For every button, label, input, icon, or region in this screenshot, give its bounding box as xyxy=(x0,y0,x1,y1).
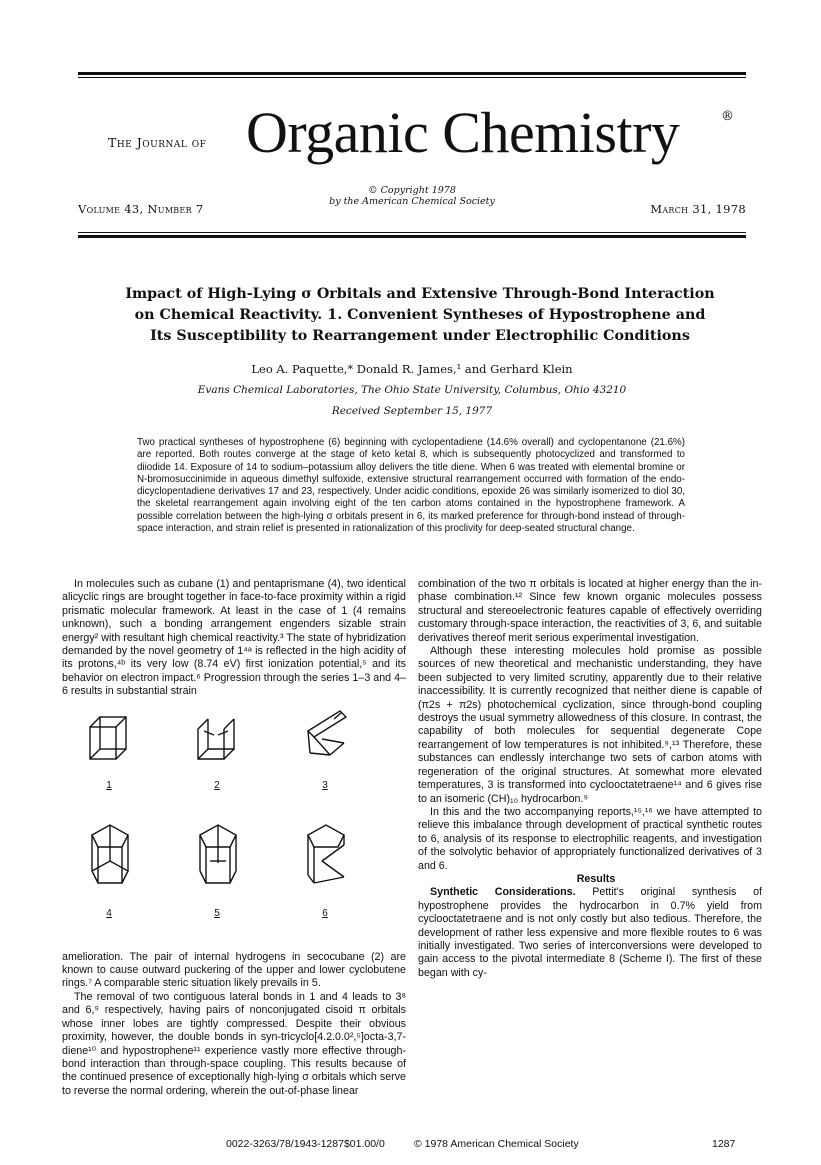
structure-figure xyxy=(62,703,406,949)
issue-date: March 31, 1978 xyxy=(650,202,746,216)
journal-name: Organic Chemistry xyxy=(246,100,680,165)
structure-syn-tricyclooctadiene xyxy=(300,703,352,763)
paragraph: Although these interesting molecules hold promise as possible sources of new theoretical and mechanistic understanding, they have been subjected to very limited scrutiny, apparently due to their relative inaccessibility. It is currently recognized that neither diene is capable of (π2s + π2s) photochemical cyclization, since through-bond coupling destroys the usual symmetry allowedness of this closure. In contrast, the capability of both molecules for sequential degenerate Cope rearrangement of low temperatures is not inhibited.⁹,¹³ Therefore, these substances can endlessly interchange two sets of carbon atoms with regeneration of the original structures. At somewhat more elevated temperatures, 3 is transformed into cyclooctatetraene¹⁴ and 6 gives rise to an isomeric (CH)₁₀ hydrocarbon.⁹ xyxy=(418,645,762,805)
subsection-lead: Synthetic Considerations. xyxy=(430,886,576,899)
issue-row xyxy=(78,180,746,220)
structure-pentaprismane xyxy=(84,821,136,897)
structure-label: 4 xyxy=(106,907,112,919)
structure-cubane xyxy=(84,711,136,771)
paragraph xyxy=(418,886,762,980)
masthead-rule-thick xyxy=(78,235,746,238)
journal-prefix: The Journal of xyxy=(108,135,207,150)
article-title xyxy=(120,284,720,347)
structure-hypostrophene xyxy=(300,821,352,897)
received-date: Received September 15, 1977 xyxy=(331,405,493,417)
paragraph-text: Pettit's original synthesis of hypostrophene provides the hydrocarbon in 0.7% yield from cyclooctatetraene and is not only costly but also tedious. Therefore, the development of rather less expensive and more flexible routes to 6 was initially investigated. Two series of interconversions were developed to gain access to the pivotal intermediate 8 (Scheme I). The first of these began with cy- xyxy=(418,886,762,979)
registered-mark: ® xyxy=(721,109,734,124)
copyright-line2: by the American Chemical Society xyxy=(329,196,495,207)
structure-secocubane xyxy=(192,711,244,771)
footer-code: 0022-3263/78/1943-1287$01.00/0 xyxy=(226,1138,385,1150)
paragraph: In this and the two accompanying reports,¹⁵,¹⁶ we have attempted to relieve this imbalance through development of practical synthetic routes to 6, analysis of its response to electrophilic reagents, and investigation of the solvolytic behavior of appropriately functionalized derivatives of 3 and 6. xyxy=(418,805,762,872)
structure-label: 2 xyxy=(214,779,220,791)
paragraph: The removal of two contiguous lateral bonds in 1 and 4 leads to 3⁸ and 6,⁹ respectively, having pairs of nonconjugated cisoid π orbitals whose inner lobes are tightly compressed. Despite their obvious proximity, however, the double bonds in syn-tricyclo[4.2.0.0²,⁵]octa-3,7-diene¹⁰ and hypostrophene¹¹ experience vastly more effective through-bond interaction than through-space coupling. This results because of the continued presence of exceptionally high-lying σ orbitals which serve to reverse the normal ordering, wherein the out-of-phase linear xyxy=(62,990,406,1097)
structure-label: 3 xyxy=(322,779,328,791)
title-line1: Impact of High-Lying σ Orbitals and Extensive Through-Bond Interaction xyxy=(125,286,715,302)
top-rule-thick xyxy=(78,72,746,75)
structure-label: 6 xyxy=(322,907,328,919)
copyright-line1: © Copyright 1978 xyxy=(368,185,456,196)
structure-secopentaprismane xyxy=(192,821,244,897)
body-column-right xyxy=(418,578,762,980)
structure-label: 1 xyxy=(106,779,112,791)
masthead-rule-thin xyxy=(78,232,746,233)
section-heading-results: Results xyxy=(576,872,616,885)
paragraph: amelioration. The pair of internal hydrogens in secocubane (2) are known to cause outward puckering of the upper and lower cyclobutene rings.⁷ A comparable steric situation likely prevails in 5. xyxy=(62,950,406,990)
paragraph: combination of the two π orbitals is located at higher energy than the in-phase combination.¹² Since few known organic molecules possess structural and stereoelectronic features capable of effectively overriding customary through-space interaction, the reactivities of 3, 6, and suitable derivatives thereof merit serious experimental investigation. xyxy=(418,578,762,644)
body-column-left xyxy=(62,578,406,1098)
volume-number: Volume 43, Number 7 xyxy=(78,202,204,216)
masthead xyxy=(78,95,746,165)
title-line2: on Chemical Reactivity. 1. Convenient Syntheses of Hypostrophene and xyxy=(134,307,706,323)
top-rule-thin xyxy=(78,77,746,78)
footer-copyright: © 1978 American Chemical Society xyxy=(414,1138,579,1150)
title-line3: Its Susceptibility to Rearrangement under Electrophilic Conditions xyxy=(150,328,690,344)
affiliation: Evans Chemical Laboratories, The Ohio State University, Columbus, Ohio 43210 xyxy=(197,384,627,396)
authors: Leo A. Paquette,* Donald R. James,¹ and Gerhard Klein xyxy=(251,362,573,376)
structure-label: 5 xyxy=(214,907,220,919)
abstract: Two practical syntheses of hypostrophene (6) beginning with cyclopentadiene (14.6% overall) and cyclopentanone (21.6%) are reported. Both routes converge at the stage of keto ketal 8, which is subsequently photocyclized and transformed to diiodide 14. Exposure of 14 to sodium–potassium alloy delivers the title diene. When 6 was treated with elemental bromine or N-bromosuccinimide in aqueous dimethyl sulfoxide, extensive structural rearrangement occurred with formation of the endo-dicyclopentadiene derivatives 17 and 23, respectively. Under acidic conditions, epoxide 26 was similarly isomerized to diol 30, the skeletal rearrangement again involving eight of the ten carbon atoms contained in the hypostrophene framework. A possible correlation between the high-lying σ orbitals present in 6, its marked preference for through-bond instead of through-space interaction, and strain relief is presented in rationalization of this proclivity for deep-seated structural change. xyxy=(137,437,685,535)
page-number: 1287 xyxy=(712,1138,736,1150)
paragraph: In molecules such as cubane (1) and pentaprismane (4), two identical alicyclic rings are brought together in face-to-face proximity within a rigid prismatic molecular framework. At least in the case of 1 (4 remains unknown), such a bonding arrangement engenders sizable strain energy² with resultant high chemical reactivity.³ The state of hybridization demanded by the novel geometry of 1⁴ᵃ is reflected in the high acidity of its protons,⁴ᵇ its very low (8.74 eV) first ionization potential,⁵ and its behavior on electron impact.⁶ Progression through the series 1–3 and 4–6 results in substantial strain xyxy=(62,578,406,698)
copyright-notice xyxy=(78,185,746,207)
